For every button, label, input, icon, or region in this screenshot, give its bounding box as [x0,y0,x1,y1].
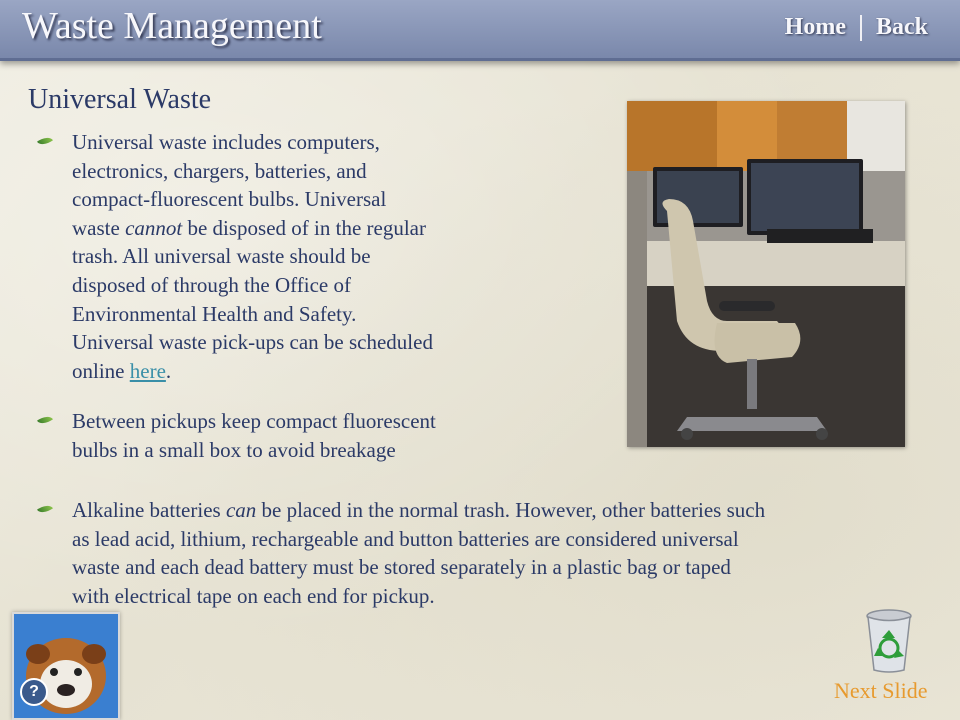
nav-bar [785,14,928,41]
next-slide-link[interactable]: Next Slide [834,678,928,703]
app-title: Waste Management [22,5,322,47]
bullet-fluorescent-bulbs: Between pickups keep compact fluorescent bulbs in a small box to avoid breakage [72,407,592,464]
back-link[interactable]: Back [875,14,928,40]
recycle-trash-icon[interactable] [864,608,914,674]
help-icon[interactable]: ? [20,678,48,706]
office-workstation-photo [627,101,905,447]
bullet-batteries: Alkaline batteries can be placed in the normal trash. However, other batteries such as lead acid, lithium, rechargeable and button batteries are considered universal waste and each dead battery must be stored separately in a plastic bag or taped with electrical tape on each end for pickup. [72,496,952,610]
nav-divider [860,15,862,41]
page-title: Universal Waste [28,84,212,115]
leaf-bullet-icon [37,413,53,428]
leaf-bullet-icon [37,134,53,149]
home-link[interactable]: Home [784,14,846,40]
leaf-bullet-icon [37,502,53,517]
title-bar [0,0,960,61]
schedule-pickup-link[interactable]: here [129,358,166,383]
bullet-universal-waste: Universal waste includes computers, electronics, chargers, batteries, and compact-fluorescent bulbs. Universal waste cannot be disposed of in the regular trash. All universal waste should be disposed of through the Office of Environmental Health and Safety. Universal waste pick-ups can be scheduled online here. [72,128,592,385]
